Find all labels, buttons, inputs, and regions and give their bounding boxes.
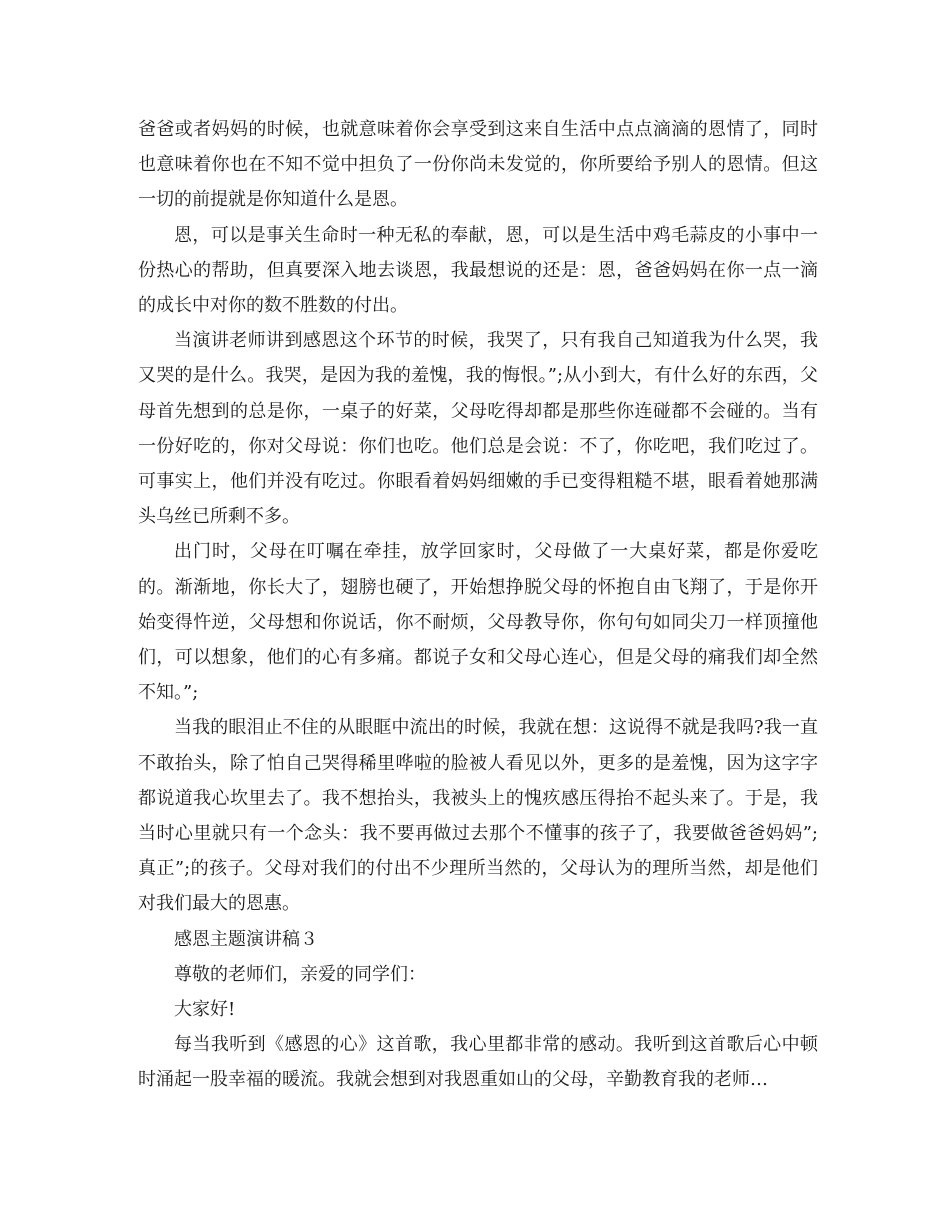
paragraph-3: 当演讲老师讲到感恩这个环节的时候，我哭了，只有我自己知道我为什么哭，我又哭的是什么。我哭，是因为我的羞愧，我的悔恨。”;从小到大，有什么好的东西，父母首先想到的总是你，一桌子的好菜，父母吃得却都是那些你连碰都不会碰的。当有一份好吃的，你对父母说：你们也吃。他们总是会说：不了，你吃吧，我们吃过了。可事实上，他们并没有吃过。你眼看着妈妈细嫩的手已变得粗糙不堪，眼看着她那满头乌丝已所剩不多。 [138,330,818,528]
salutation: 尊敬的老师们，亲爱的同学们： [174,963,426,985]
paragraph-6: 每当我听到《感恩的心》这首歌，我心里都非常的感动。我听到这首歌后心中顿时涌起一股幸福的暖流。我就会想到对我恩重如山的父母，辛勤教育我的老师… [138,1034,818,1091]
paragraph-4: 出门时，父母在叮嘱在牵挂，放学回家时，父母做了一大桌好菜，都是你爱吃的。渐渐地，你长大了，翅膀也硬了，开始想挣脱父母的怀抱自由飞翔了，于是你开始变得忤逆，父母想和你说话，你不耐烦，父母教导你，你句句如同尖刀一样顶撞他们，可以想象，他们的心有多痛。都说子女和父母心连心，但是父母的痛我们却全然不知。”; [138,541,818,704]
section-heading: 感恩主题演讲稿３ [174,928,318,950]
paragraph-1: 爸爸或者妈妈的时候，也就意味着你会享受到这来自生活中点点滴滴的恩情了，同时也意味着你也在不知不觉中担负了一份你尚未发觉的，你所要给予别人的恩情。但这一切的前提就是你知道什么是恩。 [138,119,818,211]
paragraph-5: 当我的眼泪止不住的从眼眶中流出的时候，我就在想：这说得不就是我吗?我一直不敢抬头，除了怕自己哭得稀里哗啦的脸被人看见以外，更多的是羞愧，因为这字字都说道我心坎里去了。我不想抬头，我被头上的愧疚感压得抬不起头来了。于是，我当时心里就只有一个念头：我不要再做过去那个不懂事的孩子了，我要做爸爸妈妈”;真正”;的孩子。父母对我们的付出不少理所当然的，父母认为的理所当然，却是他们对我们最大的恩惠。 [138,717,818,915]
document-page [138,112,818,1098]
paragraph-2: 恩，可以是事关生命时一种无私的奉献，恩，可以是生活中鸡毛蒜皮的小事中一份热心的帮助，但真要深入地去谈恩，我最想说的还是：恩，爸爸妈妈在你一点一滴的成长中对你的数不胜数的付出。 [138,224,818,317]
greeting: 大家好! [174,999,236,1021]
